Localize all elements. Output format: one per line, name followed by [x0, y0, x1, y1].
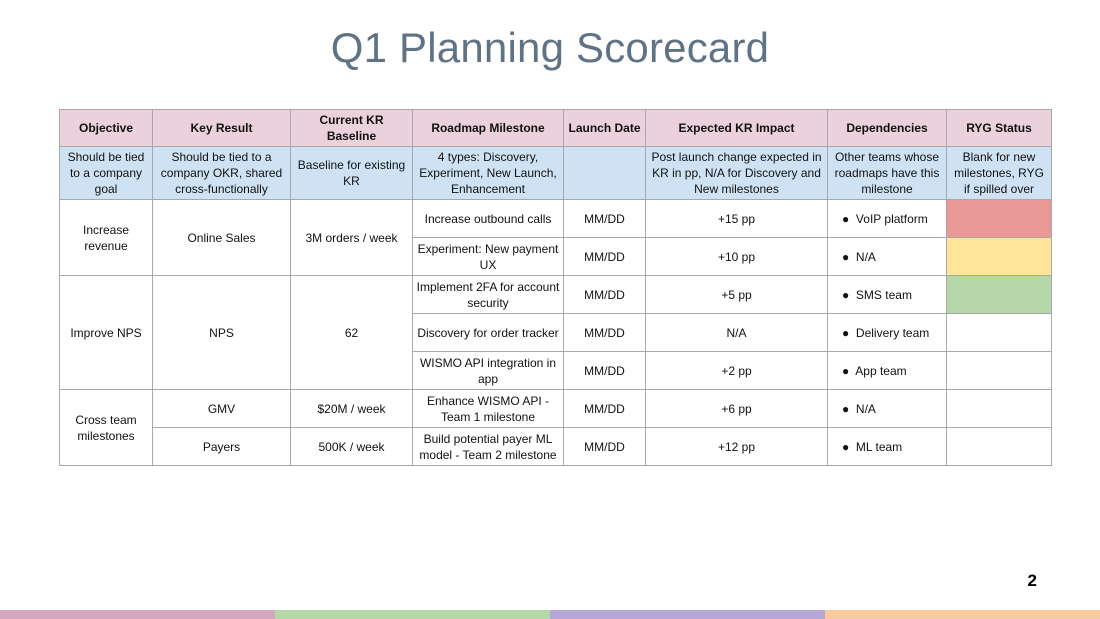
key-result-cell: NPS [153, 276, 291, 390]
milestone-cell: Build potential payer ML model - Team 2 milestone [413, 428, 564, 466]
dependency-bullet: ● N/A [842, 401, 876, 416]
key-result-cell: Online Sales [153, 200, 291, 276]
status-cell-green[interactable] [947, 276, 1052, 314]
dependency-text: ML team [855, 439, 903, 454]
header-objective: Objective [60, 110, 153, 147]
dependency-bullet: ● SMS team [842, 287, 912, 302]
milestone-cell: Enhance WISMO API - Team 1 milestone [413, 390, 564, 428]
guidance-cell: Post launch change expected in KR in pp, N/A for Discovery and New milestones [646, 147, 828, 200]
objective-cell: Increase revenue [60, 200, 153, 276]
guidance-cell: 4 types: Discovery, Experiment, New Launch, Enhancement [413, 147, 564, 200]
dependency-bullet: ● ML team [842, 439, 903, 454]
header-impact: Expected KR Impact [646, 110, 828, 147]
launch-date-cell: MM/DD [564, 200, 646, 238]
milestone-cell: WISMO API integration in app [413, 352, 564, 390]
impact-cell: +10 pp [646, 238, 828, 276]
table-row [60, 428, 1052, 466]
milestone-cell: Experiment: New payment UX [413, 238, 564, 276]
dependency-bullet: ● App team [842, 363, 907, 378]
dependency-cell [828, 314, 947, 352]
launch-date-cell: MM/DD [564, 276, 646, 314]
baseline-cell: 3M orders / week [291, 200, 413, 276]
dependency-cell [828, 276, 947, 314]
table-row [60, 200, 1052, 238]
header-milestone: Roadmap Milestone [413, 110, 564, 147]
dependency-text: Delivery team [855, 325, 930, 340]
dependency-bullet: ● Delivery team [842, 325, 930, 340]
footer-bar-green [275, 610, 550, 619]
guidance-cell: Baseline for existing KR [291, 147, 413, 200]
launch-date-cell: MM/DD [564, 390, 646, 428]
objective-cell: Cross team milestones [60, 390, 153, 466]
table-row [60, 276, 1052, 314]
objective-cell: Improve NPS [60, 276, 153, 390]
guidance-cell: Should be tied to a company goal [60, 147, 153, 200]
status-cell-blank[interactable] [947, 314, 1052, 352]
key-result-cell: Payers [153, 428, 291, 466]
dependency-text: SMS team [855, 287, 912, 302]
guidance-row [60, 147, 1052, 200]
status-cell-blank[interactable] [947, 390, 1052, 428]
header-row [60, 110, 1052, 147]
dependency-cell [828, 200, 947, 238]
baseline-cell: 62 [291, 276, 413, 390]
launch-date-cell: MM/DD [564, 352, 646, 390]
header-key-result: Key Result [153, 110, 291, 147]
status-cell-blank[interactable] [947, 352, 1052, 390]
impact-cell: +12 pp [646, 428, 828, 466]
footer-bar-orange [825, 610, 1100, 619]
header-launch-date: Launch Date [564, 110, 646, 147]
key-result-cell: GMV [153, 390, 291, 428]
dependency-cell [828, 238, 947, 276]
dependency-bullet: ● VoIP platform [842, 211, 928, 226]
dependency-cell [828, 428, 947, 466]
dependency-cell [828, 390, 947, 428]
dependency-text: N/A [855, 401, 876, 416]
scorecard-table [59, 109, 1052, 466]
header-baseline: Current KR Baseline [291, 110, 413, 147]
milestone-cell: Increase outbound calls [413, 200, 564, 238]
footer-bar-pink [0, 610, 275, 619]
impact-cell: N/A [646, 314, 828, 352]
footer-bar-purple [550, 610, 825, 619]
launch-date-cell: MM/DD [564, 238, 646, 276]
dependency-bullet: ● N/A [842, 249, 876, 264]
milestone-cell: Implement 2FA for account security [413, 276, 564, 314]
status-cell-blank[interactable] [947, 428, 1052, 466]
page-number: 2 [1027, 571, 1037, 590]
launch-date-cell: MM/DD [564, 428, 646, 466]
dependency-text: App team [855, 363, 907, 378]
impact-cell: +15 pp [646, 200, 828, 238]
guidance-cell: Other teams whose roadmaps have this milestone [828, 147, 947, 200]
guidance-cell [564, 147, 646, 200]
guidance-cell: Should be tied to a company OKR, shared cross-functionally [153, 147, 291, 200]
status-cell-red[interactable] [947, 200, 1052, 238]
status-cell-yellow[interactable] [947, 238, 1052, 276]
milestone-cell: Discovery for order tracker [413, 314, 564, 352]
impact-cell: +5 pp [646, 276, 828, 314]
impact-cell: +2 pp [646, 352, 828, 390]
dependency-text: VoIP platform [855, 211, 928, 226]
table-row [60, 390, 1052, 428]
baseline-cell: $20M / week [291, 390, 413, 428]
guidance-cell: Blank for new milestones, RYG if spilled over [947, 147, 1052, 200]
header-status: RYG Status [947, 110, 1052, 147]
header-dependencies: Dependencies [828, 110, 947, 147]
dependency-cell [828, 352, 947, 390]
baseline-cell: 500K / week [291, 428, 413, 466]
launch-date-cell: MM/DD [564, 314, 646, 352]
dependency-text: N/A [855, 249, 876, 264]
impact-cell: +6 pp [646, 390, 828, 428]
slide-title: Q1 Planning Scorecard [330, 24, 770, 71]
